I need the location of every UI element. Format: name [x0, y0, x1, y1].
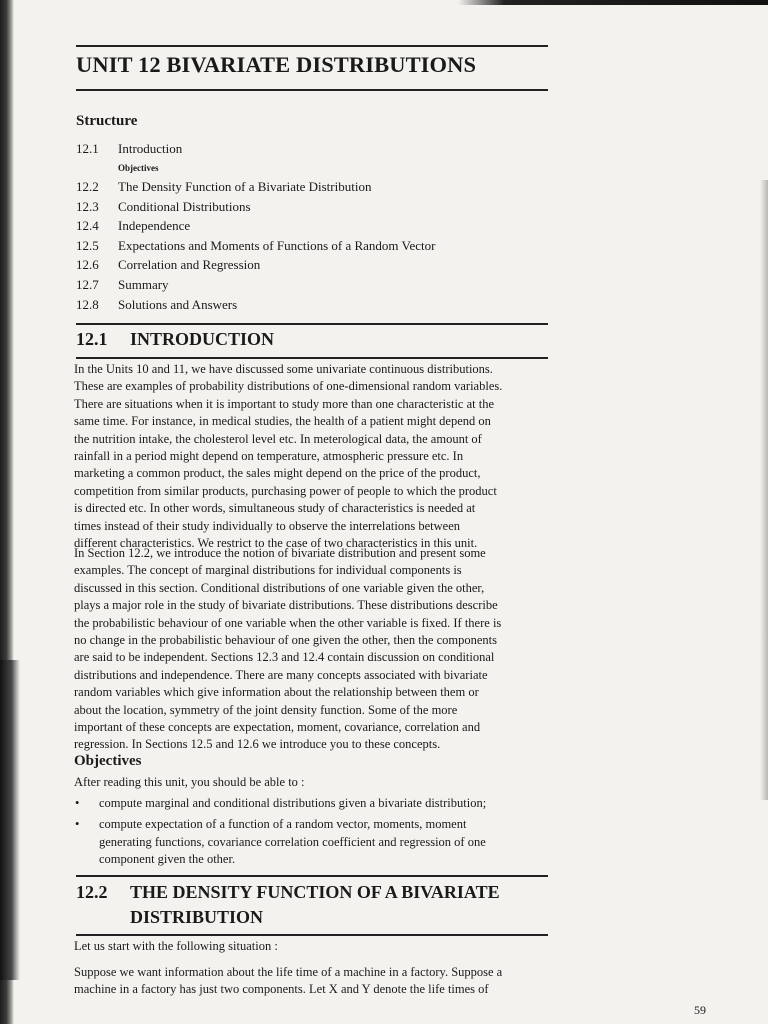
- objectives-intro: After reading this unit, you should be able to :: [74, 775, 305, 789]
- title-rule-top: [76, 45, 548, 47]
- intro-paragraph-1: In the Units 10 and 11, we have discussed some univariate continuous distributions. These are examples of probability distributions of one-dimensional random variables. There are situations when it is important to study more than one characteristic at the same time. For instance, in medical studies, the health of a patient might depend on the nutrition intake, the cholesterol level etc. In meterological data, the amount of rainfall in a period might depend on temperature, atmospheric pressure etc. In marketing a common product, the sales might depend on the price of the product, competition from similar products, purchasing power of people to which the product is directed etc. In other words, simultaneous study of characteristics is needed at times instead of their study individually to observe the interrelations between different characteristics. We restrict to the case of two characteristics in this unit.: [74, 362, 503, 551]
- objectives-list: [74, 795, 554, 869]
- section-heading-density-function: 12.2 THE DENSITY FUNCTION OF A BIVARIATE DISTRIBUTION: [76, 882, 500, 927]
- objective-item: • compute marginal and conditional distributions given a bivariate distribution;: [74, 795, 554, 812]
- section-rule-top: [76, 875, 548, 877]
- page-number: 59: [694, 1003, 706, 1017]
- toc-item: 12.2 The Density Function of a Bivariate Distribution: [76, 179, 372, 194]
- toc-item: 12.4 Independence: [76, 218, 191, 234]
- density-paragraph-2: Suppose we want information about the life time of a machine in a factory. Suppose a machine in a factory has just two components. Let X and Y denote the life times of: [74, 965, 503, 997]
- toc-item: 12.8 Solutions and Answers: [76, 296, 238, 312]
- scan-shadow-left-lower: [0, 660, 20, 980]
- table-of-contents: [76, 141, 435, 316]
- toc-item: 12.3 Conditional Distributions: [76, 198, 251, 214]
- objective-item: • compute expectation of a function of a random vector, moments, moment generating functions, covariance correlation coefficient and regression of one component given the other.: [75, 817, 486, 867]
- section-heading-introduction: 12.1 INTRODUCTION: [76, 329, 275, 349]
- intro-paragraph-2: In Section 12.2, we introduce the notion of bivariate distribution and present some examples. The concept of marginal distributions for individual components is discussed in this section. Conditional distributions of one variable given the other, plays a major role in the study of bivariate distributions. These distributions describe the probabilistic behaviour of one variable when the other variable is fixed. If there is no change in the probabilistic behaviour of one given the other, then the components are said to be independent. Sections 12.3 and 12.4 contain discussion on conditional distributions and independence. There are many concepts associated with bivariate random variables which give information about the relationship between them or about the location, symmetry of the joint density function. Some of the more important of these concepts are expectation, moment, covariance, correlation and regression. In Sections 12.5 and 12.6 we introduce you to these concepts.: [74, 546, 502, 752]
- unit-title: UNIT 12 BIVARIATE DISTRIBUTIONS: [76, 52, 477, 77]
- title-rule-bottom: [76, 89, 548, 91]
- toc-item: 12.5 Expectations and Moments of Functions of a Random Vector: [76, 237, 436, 253]
- toc-item: 12.7 Summary: [76, 276, 169, 292]
- toc-item: 12.1 Introduction: [76, 141, 183, 156]
- density-paragraph-1: Let us start with the following situation :: [74, 939, 278, 953]
- toc-subitem-objectives: Objectives: [118, 163, 159, 173]
- bullet-icon: •: [75, 817, 80, 832]
- objectives-heading: Objectives: [74, 753, 142, 769]
- toc-item: 12.6 Correlation and Regression: [76, 257, 261, 273]
- scan-shadow-right: [760, 180, 768, 800]
- section-rule-top: [76, 323, 548, 325]
- structure-heading: Structure: [76, 113, 138, 129]
- section-rule-bottom: [76, 357, 548, 359]
- section-rule-bottom: [76, 934, 548, 936]
- scan-shadow-top: [458, 0, 768, 5]
- bullet-icon: •: [75, 796, 80, 810]
